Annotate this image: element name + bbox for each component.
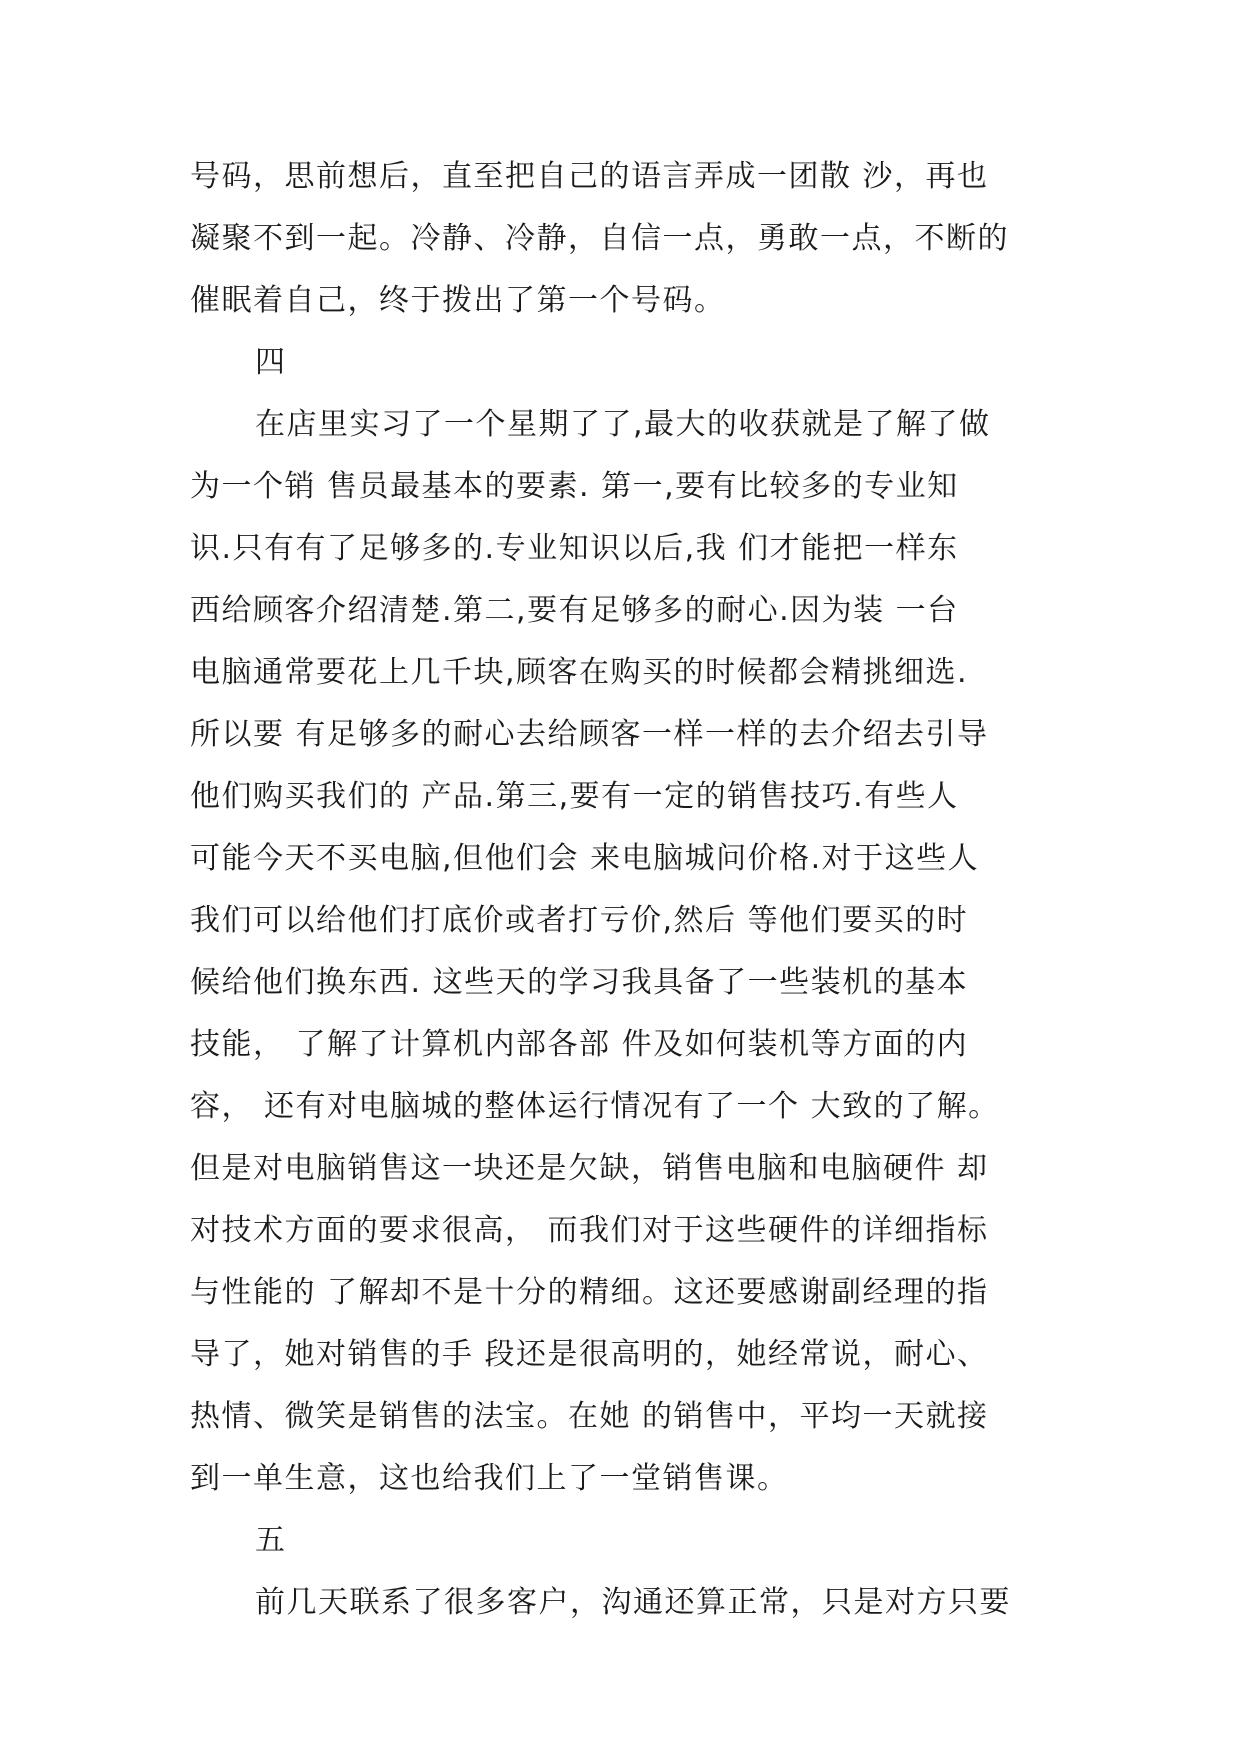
text-line: 容， 还有对电脑城的整体运行情况有了一个 大致的了解。	[190, 1089, 1000, 1124]
text-line: 与性能的 了解却不是十分的精细。这还要感谢副经理的指	[190, 1275, 989, 1310]
text-line: 所以要 有足够多的耐心去给顾客一样一样的去介绍去引导	[190, 717, 989, 752]
text-line: 凝聚不到一起。冷静、冷静，自信一点，勇敢一点，不断的	[190, 221, 1009, 256]
text-line: 西给顾客介绍清楚.第二,要有足够多的耐心.因为装 一台	[190, 593, 959, 628]
text-line: 前几天联系了很多客户，沟通还算正常，只是对方只要	[255, 1585, 1011, 1620]
text-line: 但是对电脑销售这一块还是欠缺，销售电脑和电脑硬件 却	[190, 1151, 989, 1186]
text-line: 在店里实习了一个星期了了,最大的收获就是了解了做	[255, 407, 991, 442]
text-line: 催眠着自己，终于拨出了第一个号码。	[190, 283, 726, 318]
text-line: 我们可以给他们打底价或者打亏价,然后 等他们要买的时	[190, 903, 969, 938]
text-line: 候给他们换东西. 这些天的学习我具备了一些装机的基本	[190, 965, 969, 1000]
text-line: 电脑通常要花上几千块,顾客在购买的时候都会精挑细选.	[190, 655, 969, 690]
section-heading: 五	[255, 1523, 287, 1558]
text-line: 到一单生意，这也给我们上了一堂销售课。	[190, 1461, 789, 1496]
text-line: 为一个销 售员最基本的要素. 第一,要有比较多的专业知	[190, 469, 959, 504]
text-line: 他们购买我们的 产品.第三,要有一定的销售技巧.有些人	[190, 779, 959, 814]
text-line: 对技术方面的要求很高， 而我们对于这些硬件的详细指标	[190, 1213, 989, 1248]
text-line: 识.只有有了足够多的.专业知识以后,我 们才能把一样东	[190, 531, 959, 566]
text-line: 技能， 了解了计算机内部各部 件及如何装机等方面的内	[190, 1027, 969, 1062]
text-line: 号码，思前想后，直至把自己的语言弄成一团散 沙，再也	[190, 159, 989, 194]
text-line: 可能今天不买电脑,但他们会 来电脑城问价格.对于这些人	[190, 841, 980, 876]
text-line: 热情、微笑是销售的法宝。在她 的销售中，平均一天就接	[190, 1399, 989, 1434]
section-heading: 四	[255, 345, 287, 380]
text-line: 导了，她对销售的手 段还是很高明的，她经常说，耐心、	[190, 1337, 989, 1372]
